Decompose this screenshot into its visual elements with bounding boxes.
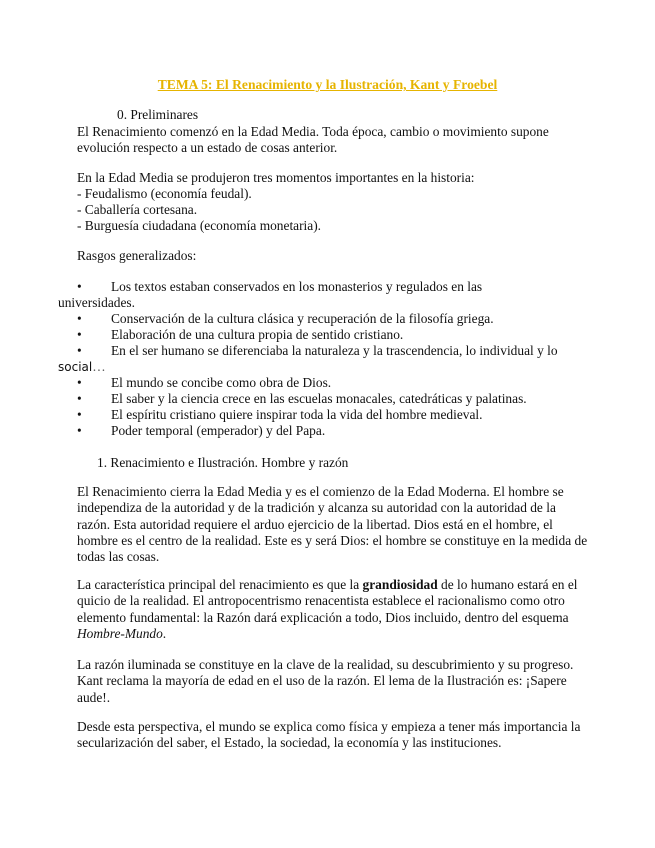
bullet-text-continuation	[58, 359, 106, 375]
ellipsis: …	[92, 359, 106, 374]
bullet-dot: •	[77, 311, 82, 326]
bullet-text: Poder temporal (emperador) y del Papa.	[111, 423, 326, 438]
bullet-dot: •	[77, 407, 82, 422]
section-1-paragraph-1: El Renacimiento cierra la Edad Media y es el comienzo de la Edad Moderna. El hombre se independiza de la autoridad y de la tradición y alcanza su autoridad con la autoridad de la razón. Esta autoridad requiere el arduo ejercicio de la libertad. Dios está en el hombre, el hombre es el centro de la realidad. Este es y será Dios: el hombre se constituye en la medida de todas las cosas.	[77, 484, 588, 565]
bullet-text: El saber y la ciencia crece en las escuelas monacales, catedráticas y palatinas.	[111, 391, 527, 406]
rasgos-label: Rasgos generalizados:	[77, 248, 197, 263]
bullet-text: Los textos estaban conservados en los monasterios y regulados en las	[111, 279, 483, 294]
bullet-text: En el ser humano se diferenciaba la naturaleza y la trascendencia, lo individual y lo	[111, 343, 558, 358]
moment-item: - Burguesía ciudadana (economía monetaria).	[77, 218, 322, 233]
section-1-paragraph-3: La razón iluminada se constituye en la clave de la realidad, su descubrimiento y su progreso. Kant reclama la mayoría de edad en el uso de la razón. El lema de la Ilustración es: ¡Sapere aude!.	[77, 657, 574, 705]
document-title: TEMA 5: El Renacimiento y la Ilustración, Kant y Froebel	[157, 77, 498, 92]
paragraph-text: La característica principal del renacimiento es que la	[77, 577, 363, 592]
bullet-dot: •	[77, 279, 82, 294]
bullet-text-continuation: universidades.	[58, 295, 135, 310]
bullet-text: El espíritu cristiano quiere inspirar toda la vida del hombre medieval.	[111, 407, 483, 422]
section-1-heading: 1. Renacimiento e Ilustración. Hombre y razón	[97, 455, 349, 470]
paragraph-text: .	[162, 625, 167, 641]
bullet-text: Elaboración de una cultura propia de sentido cristiano.	[111, 327, 404, 342]
social-word: social	[58, 360, 93, 374]
bullet-dot: •	[77, 423, 82, 438]
section-0-paragraph-1: El Renacimiento comenzó en la Edad Media. Toda época, cambio o movimiento supone evolución respecto a un estado de cosas anterior.	[77, 124, 549, 156]
section-1-paragraph-4: Desde esta perspectiva, el mundo se explica como física y empieza a tener más importancia la secularización del saber, el Estado, la sociedad, la economía y las instituciones.	[77, 719, 581, 751]
italic-term: Hombre-Mundo	[77, 625, 163, 641]
bullet-dot: •	[77, 375, 82, 390]
bullet-text: Conservación de la cultura clásica y recuperación de la filosofía griega.	[111, 311, 494, 326]
moment-item: - Feudalismo (economía feudal).	[77, 186, 252, 201]
section-0-heading: 0. Preliminares	[117, 107, 199, 122]
paragraph-text: de lo humano estará en el quicio de la realidad. El antropocentrismo renacentista establece el racionalismo como otro elemento fundamental: la Razón dará explicación a todo, Dios incluido, dentro del esquema	[77, 577, 578, 625]
bullet-dot: •	[77, 343, 82, 358]
moment-item: - Caballería cortesana.	[77, 202, 198, 217]
bullet-dot: •	[77, 327, 82, 342]
section-1-paragraph-2	[77, 577, 592, 642]
bullet-text: El mundo se concibe como obra de Dios.	[111, 375, 332, 390]
bold-term: grandiosidad	[362, 577, 438, 592]
section-0-moments-intro: En la Edad Media se produjeron tres momentos importantes en la historia:	[77, 170, 475, 185]
bullet-dot: •	[77, 391, 82, 406]
